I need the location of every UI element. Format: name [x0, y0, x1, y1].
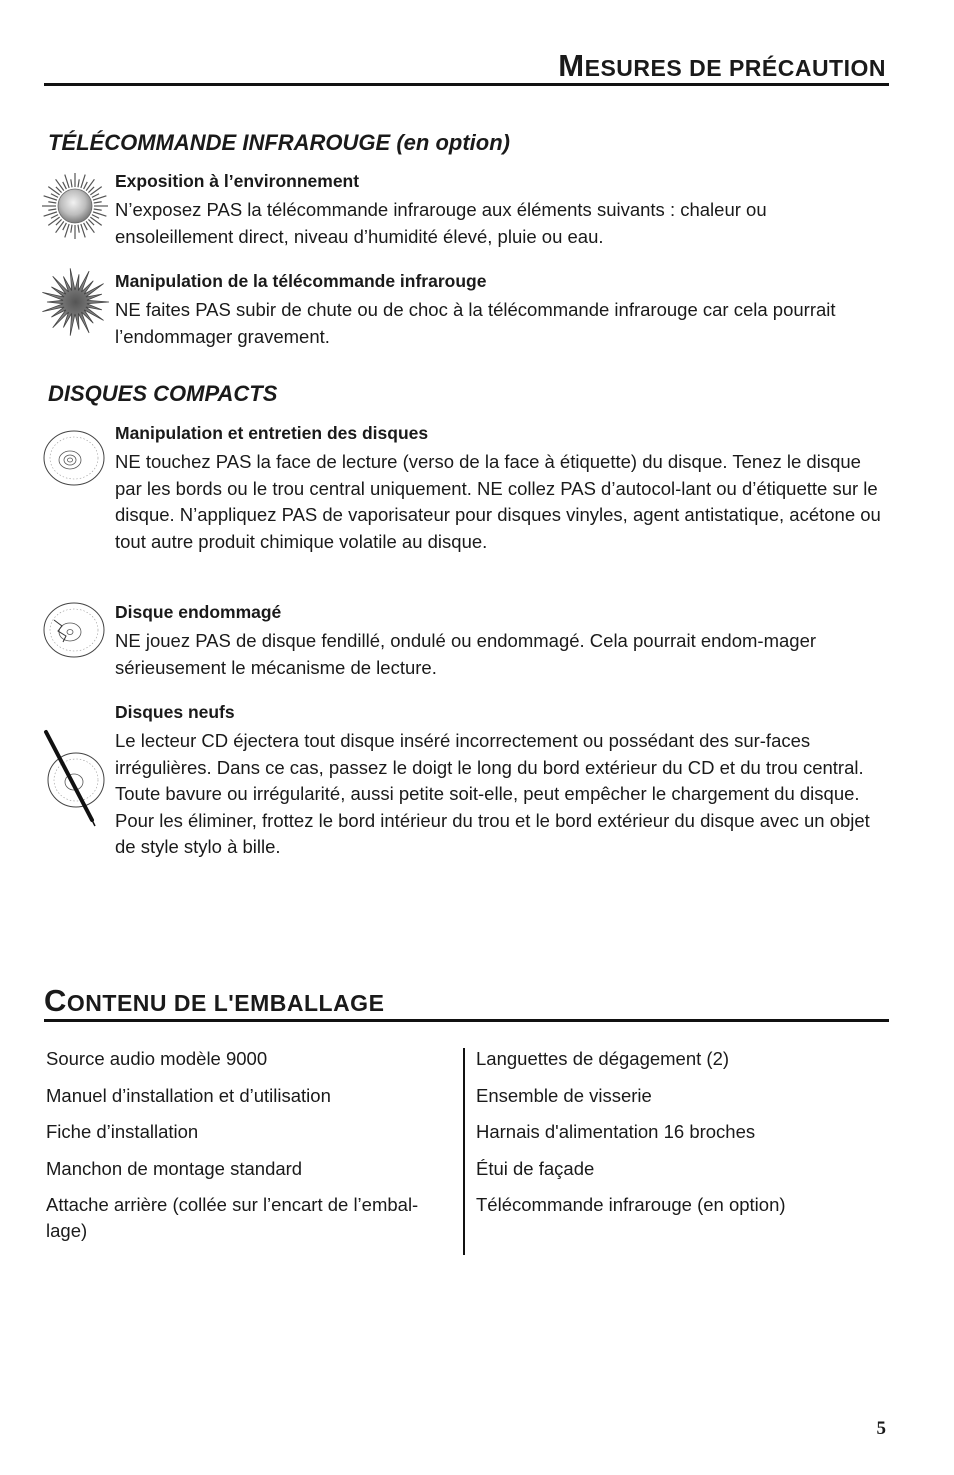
remote-section-heading: TÉLÉCOMMANDE INFRAROUGE (en option) [48, 130, 510, 155]
column-divider [463, 1048, 465, 1255]
impact-burst-icon [40, 266, 110, 338]
list-item: Manuel d’installation et d’utilisation [46, 1084, 331, 1106]
list-item: Source audio modèle 9000 [46, 1048, 268, 1069]
item-title: Manipulation de la télécommande infrarouge [115, 271, 487, 291]
list-item: Télécommande infrarouge (en option) [476, 1194, 786, 1215]
item-body: NE jouez PAS de disque fendillé, ondulé ou endommagé. Cela pourrait endom-mager sérieusement le mécanisme de lecture. [115, 630, 817, 678]
list-item: Manchon de montage standard [46, 1157, 303, 1179]
item-body: NE faites PAS subir de chute ou de choc à la télécommande infrarouge car cela pourrait l’endommager gravement. [115, 299, 836, 347]
contents-left-column [46, 1046, 458, 1255]
item-title: Disques neufs [115, 702, 235, 722]
contents-rule [44, 1019, 889, 1022]
compact-disc-icon [40, 426, 108, 490]
list-item: Fiche d’installation [46, 1121, 199, 1142]
page-number: 5 [876, 1418, 886, 1439]
item-remote-handling [115, 270, 885, 350]
page-title-rest: ESURES DE PRÉCAUTION [584, 55, 886, 81]
title-rule [44, 83, 889, 86]
disc-with-pen-icon [40, 728, 110, 828]
item-title: Disque endommagé [115, 602, 282, 622]
item-body: NE touchez PAS la face de lecture (verso de la face à étiquette) du disque. Tenez le disque par les bords ou le trou central uniquement. NE collez PAS d’autocol-lant ou d’étiquette sur le disque. N’appliquez PAS de vaporisateur pour disques vinyles, agent antistatique, acétone ou tout autre produit chimique volatile au disque. [115, 451, 881, 552]
list-item: Harnais d'alimentation 16 broches [476, 1121, 756, 1142]
item-title: Exposition à l’environnement [115, 171, 360, 191]
item-damaged-disc [115, 601, 885, 681]
item-body: Le lecteur CD éjectera tout disque inséré incorrectement ou possédant des sur-faces irrégulières. Dans ce cas, passez le doigt le long du bord extérieur du CD et du trou central. Toute bavure ou irrégularité, aussi petite soit-elle, peut empêcher le chargement du disque. Pour les éliminer, frottez le bord intérieur du trou et le bord extérieur du disque avec un objet de style stylo à bille. [115, 730, 870, 857]
contents-title-rest: ONTENU DE L'EMBALLAGE [66, 990, 385, 1016]
list-item: Étui de façade [476, 1157, 595, 1179]
contents-title-initial: C [44, 983, 67, 1018]
item-disc-care [115, 422, 885, 555]
damaged-disc-icon [40, 598, 108, 662]
item-environment-exposure [115, 170, 885, 250]
list-item: Languettes de dégagement (2) [476, 1048, 730, 1069]
contents-right-column [476, 1046, 886, 1229]
item-body: N’exposez PAS la télécommande infrarouge aux éléments suivants : chaleur ou ensoleillement direct, niveau d’humidité élevé, pluie ou eau. [115, 199, 767, 247]
item-new-discs [115, 701, 885, 861]
list-item: Attache arrière (collée sur l’encart de l’embal-lage) [46, 1194, 419, 1241]
page-title [558, 48, 886, 84]
discs-section-heading: DISQUES COMPACTS [48, 381, 278, 406]
list-item: Ensemble de visserie [476, 1084, 652, 1106]
sun-icon [40, 170, 110, 242]
contents-title [44, 983, 384, 1019]
item-title: Manipulation et entretien des disques [115, 423, 429, 443]
page-title-initial: M [558, 48, 585, 83]
